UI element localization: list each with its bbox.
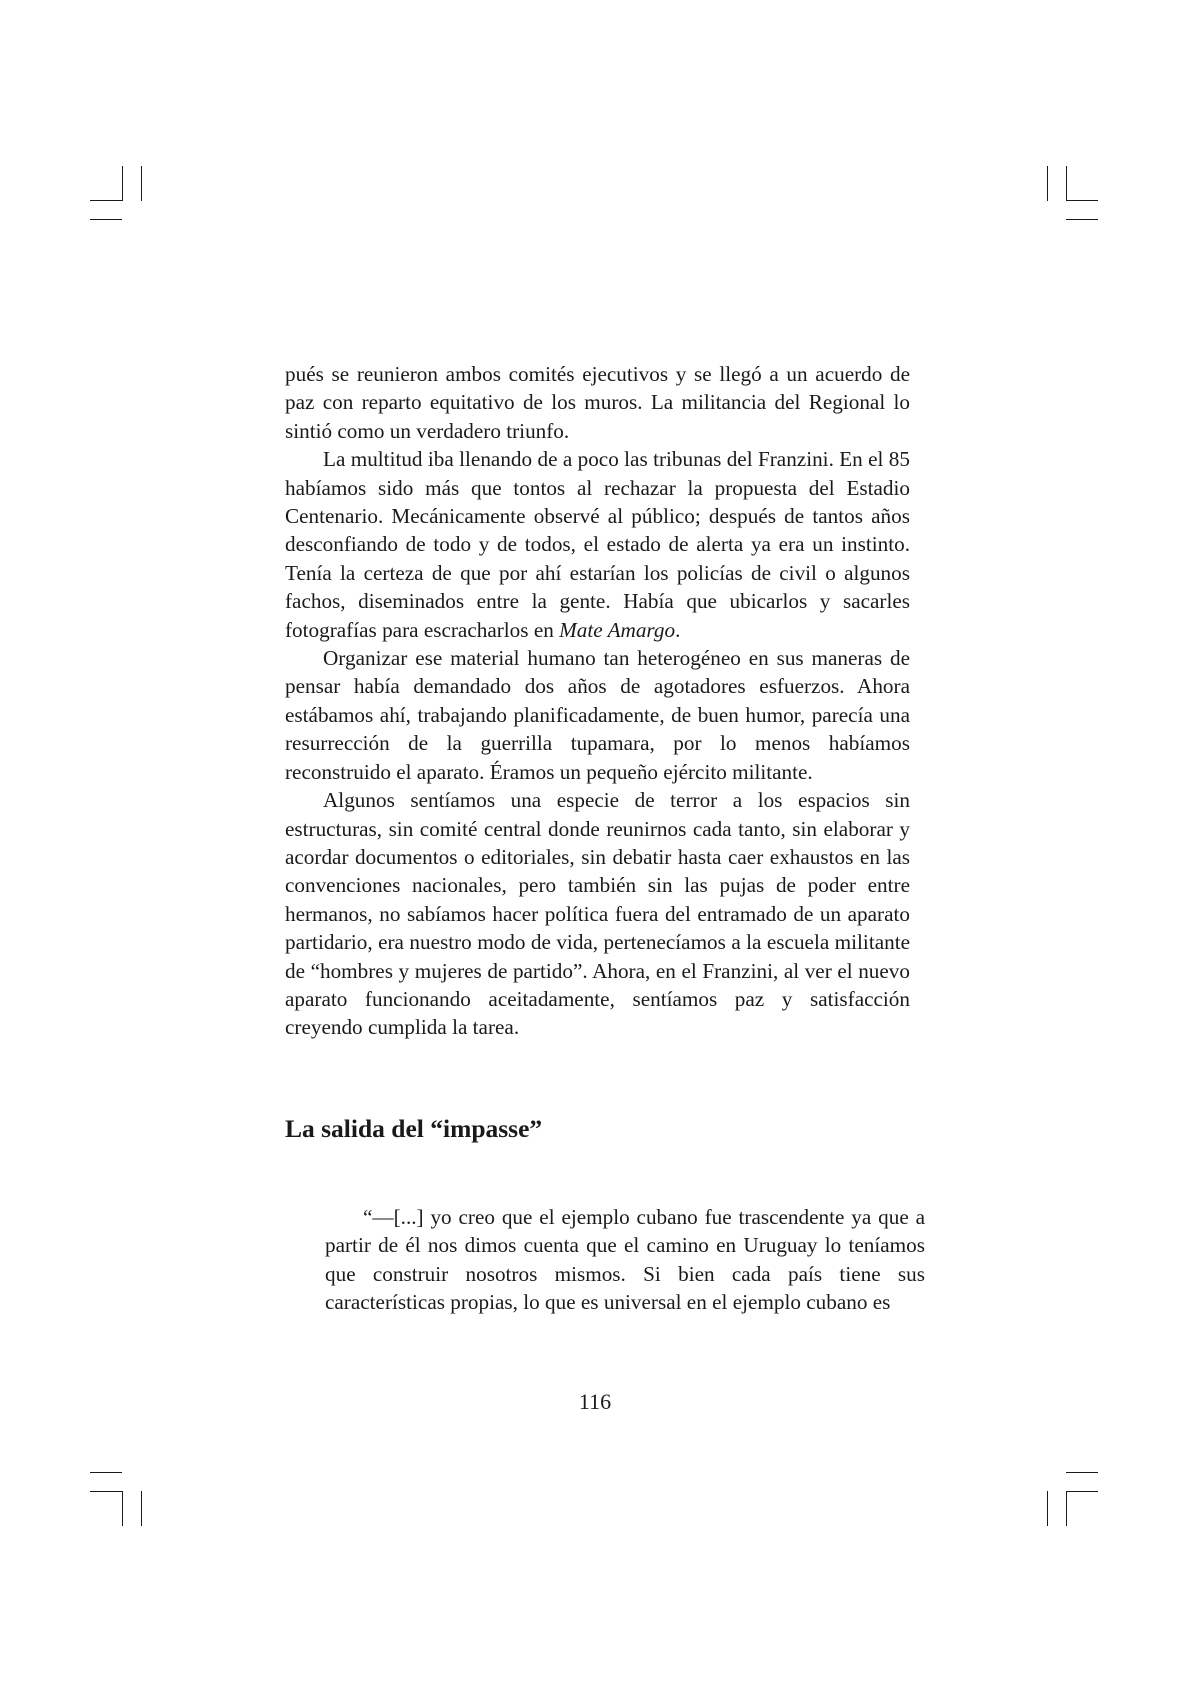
body-text [285,360,910,1042]
paragraph-text: La multitud iba llenando de a poco las tribunas del Franzini. En el 85 habíamos sido más que tontos al rechazar la propuesta del Estadio Centenario. Mecánicamente observé al público; después de tantos años desconfiando de todo y de todos, el estado de alerta ya era un instinto. Tenía la certeza de que por ahí estarían los policías de civil o algunos fachos, diseminados entre la gente. Había que ubicarlos y sacarles fotografías para escracharlos en [285,447,910,642]
publication-title: Mate Amargo [559,617,676,642]
crop-mark-top-right-vertical-inner [1066,166,1067,201]
quote-paragraph: “—[...] yo creo que el ejemplo cubano fue trascendente ya que a partir de él nos dimos cuenta que el camino en Uruguay lo teníamos que construir nosotros mismos. Si bien cada país tiene sus características propias, lo que es universal en el ejemplo cubano es [325,1205,925,1315]
section-heading: La salida del “impasse” [285,1114,543,1143]
crop-mark-bottom-right-vertical-outer [1047,1491,1048,1526]
crop-mark-top-right-vertical-outer [1047,166,1048,201]
crop-mark-top-right-horizontal-lower [1066,219,1098,220]
paragraph: Organizar ese material humano tan heterogéneo en sus maneras de pensar había demandado dos años de agotadores esfuerzos. Ahora estábamos ahí, trabajando planificadamente, de buen humor, parecía una resurrección de la guerrilla tupamara, por lo menos habíamos reconstruido el aparato. Éramos un pequeño ejército militante. [285,646,910,784]
paragraph: pués se reunieron ambos comités ejecutivos y se llegó a un acuerdo de paz con reparto equitativo de los muros. La militancia del Regional lo sintió como un verdadero triunfo. [285,362,910,443]
crop-mark-bottom-right-horizontal-upper [1066,1472,1098,1473]
crop-mark-top-left-vertical-inner [122,166,123,201]
paragraph [285,445,910,644]
crop-mark-top-left-horizontal-lower [90,219,122,220]
crop-mark-bottom-right-horizontal-lower [1066,1491,1098,1492]
crop-mark-top-right-horizontal-upper [1066,200,1098,201]
block-quote [325,1203,925,1317]
crop-mark-bottom-right-vertical-inner [1066,1491,1067,1526]
crop-mark-bottom-left-vertical-inner [122,1491,123,1526]
crop-mark-top-left-vertical-outer [141,166,142,201]
page-number: 116 [578,1389,612,1414]
paragraph: Algunos sentíamos una especie de terror a los espacios sin estructuras, sin comité central donde reunirnos cada tanto, sin elaborar y acordar documentos o editoriales, sin debatir hasta caer exhaustos en las convenciones nacionales, pero también sin las pujas de poder entre hermanos, no sabíamos hacer política fuera del entramado de un aparato partidario, era nuestro modo de vida, pertenecíamos a la escuela militante de “hombres y mujeres de partido”. Ahora, en el Franzini, al ver el nuevo aparato funcionando aceitadamente, sentíamos paz y satisfacción creyendo cumplida la tarea. [285,788,910,1040]
paragraph-tail: . [675,617,681,642]
crop-mark-bottom-left-vertical-outer [141,1491,142,1526]
crop-mark-top-left-horizontal-upper [90,200,122,201]
crop-mark-bottom-left-horizontal-lower [90,1491,122,1492]
crop-mark-bottom-left-horizontal-upper [90,1472,122,1473]
